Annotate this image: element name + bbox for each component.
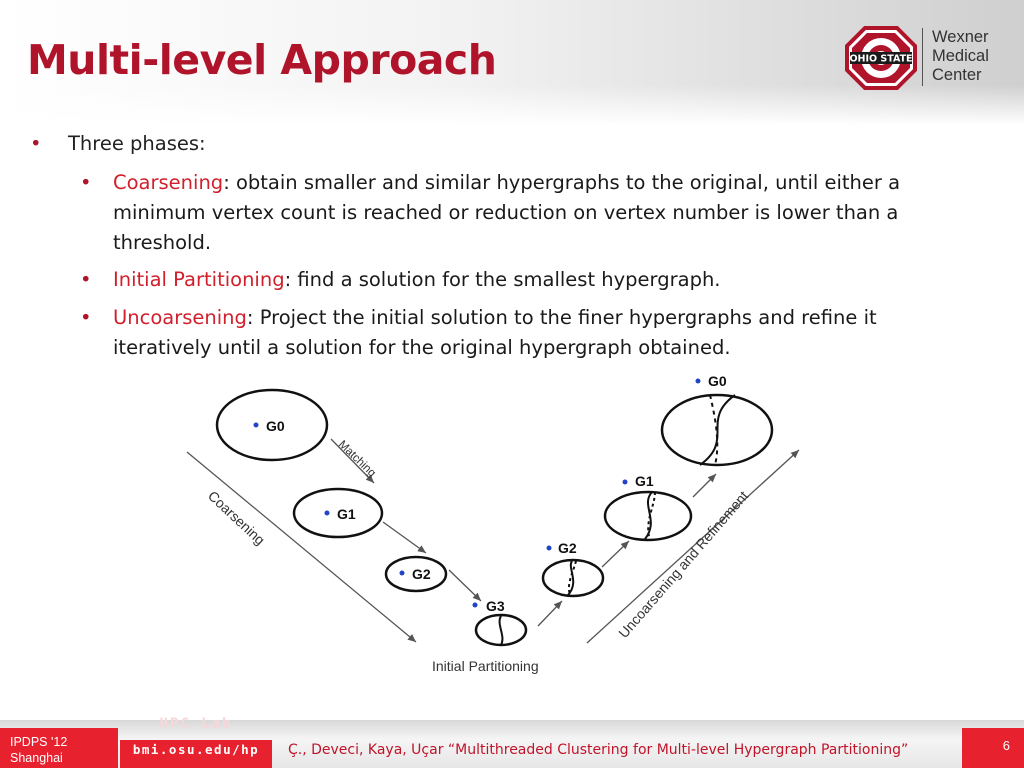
footer-lab-name: HPC Lab: [159, 716, 233, 732]
multilevel-diagram: [180, 370, 800, 680]
term-initial-partitioning: Initial Partitioning: [113, 268, 285, 291]
label-matching: Matching: [335, 438, 378, 480]
footer-venue-line1: IPDPS '12: [10, 735, 68, 749]
logo: [845, 26, 1024, 90]
footer-lab: [120, 716, 272, 768]
label-coarsening: Coarsening: [204, 487, 269, 549]
bullet-text: Three phases:: [68, 132, 206, 155]
label-g1-left: G1: [337, 506, 356, 522]
label-g0-left: G0: [266, 418, 285, 434]
bullet-dot-icon: •: [80, 268, 92, 291]
bullet-dot-icon: •: [30, 132, 42, 155]
bullet-dot-icon: •: [80, 306, 92, 329]
label-g0-right: G0: [708, 373, 727, 389]
label-g2-right: G2: [558, 540, 577, 556]
footer-venue-line2: Shanghai: [10, 751, 63, 765]
label-initial-partitioning: Initial Partitioning: [432, 658, 539, 674]
term-coarsening: Coarsening: [113, 171, 224, 194]
footer-venue: [0, 728, 118, 768]
label-g3: G3: [486, 598, 505, 614]
slide-title: Multi-level Approach: [27, 36, 497, 84]
bullet-dot-icon: •: [80, 171, 92, 194]
page-number: 6: [962, 728, 1024, 768]
partition-line: [500, 616, 503, 645]
footer-lab-url: bmi.osu.edu/hp: [120, 740, 272, 768]
logo-text-line3: Center: [932, 66, 982, 84]
bullet-text: : find a solution for the smallest hypergraph.: [284, 268, 721, 291]
ohio-state-logo-icon: [845, 26, 917, 90]
logo-wordmark: OHIO STATE: [849, 53, 913, 65]
label-g1-right: G1: [635, 473, 654, 489]
label-uncoarsening: Uncoarsening and Refinement: [615, 487, 752, 641]
logo-text: [932, 28, 989, 85]
partition-line: [568, 561, 573, 595]
logo-divider: [922, 28, 923, 86]
footer-citation: Ç., Deveci, Kaya, Uçar “Multithreaded Clustering for Multi-level Hypergraph Partitioning”: [288, 742, 909, 758]
partition-line: [700, 395, 735, 465]
logo-text-line2: Medical: [932, 47, 989, 65]
partition-line: [645, 492, 652, 539]
logo-text-line1: Wexner: [932, 28, 989, 46]
bullet-text: : obtain smaller and similar hypergraphs to the original, until either a minimum vertex count is reached or reduction on vertex number is lower than a threshold.: [113, 171, 901, 254]
bullet-text: : Project the initial solution to the finer hypergraphs and refine it iteratively until a solution for the original hypergraph obtained.: [113, 306, 877, 359]
term-uncoarsening: Uncoarsening: [113, 306, 247, 329]
label-g2-left: G2: [412, 566, 431, 582]
